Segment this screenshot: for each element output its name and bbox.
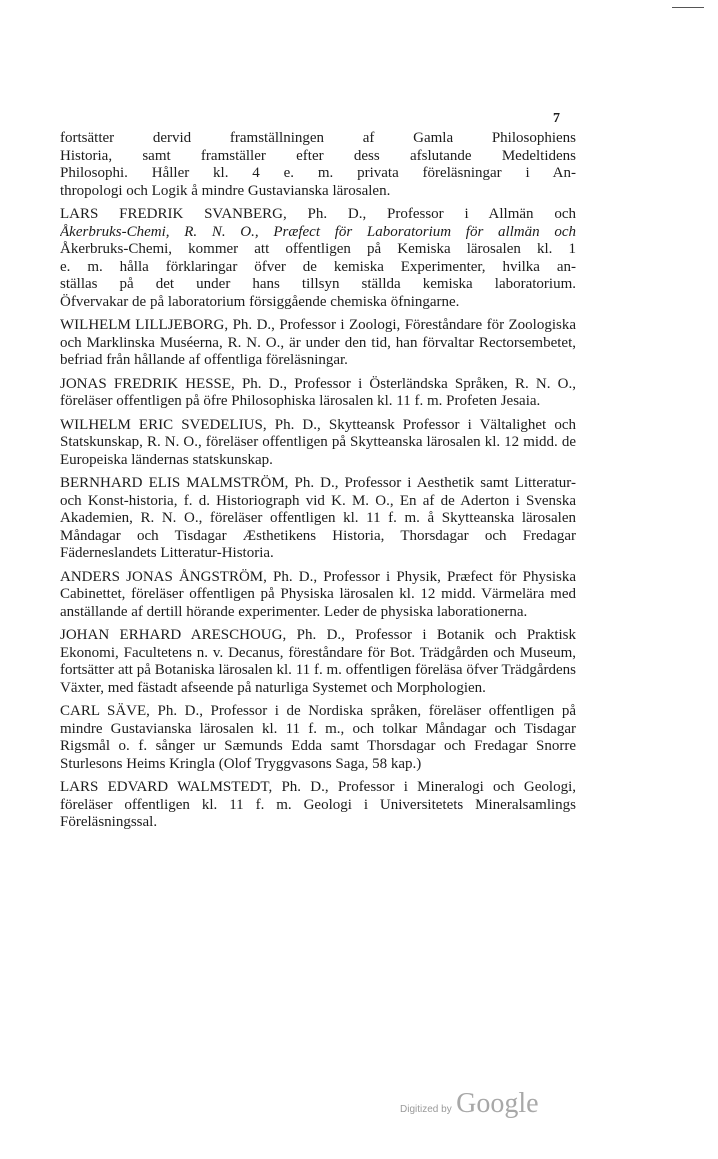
text-line: ställas på det under hans tillsyn ställda kemiska laboratorium. [60,276,576,292]
text-line: thropologi och Logik å mindre Gustavianska lärosalen. [60,182,391,199]
paragraph-continuation [60,130,576,200]
entry-svanberg [60,206,576,311]
page-edge-line [672,7,704,8]
text-line: Historia, samt framställer efter dess afslutande Medeltidens [60,147,576,164]
document-body [60,130,576,838]
text-line: fortsätter dervid framställningen af Gamla Philosophiens [60,130,576,146]
text-line: Philosophi. Håller kl. 4 e. m. privata föreläsningar i An- [60,165,576,181]
watermark-brand: Google [456,1088,539,1119]
entry-text: offentliga föreläsningar. [204,352,348,368]
digitized-watermark [400,1088,539,1120]
entry-save [60,703,576,773]
entry-text: CARL SÄVE, Ph. D., Professor i de Nordiska språken, föreläser offentligen på mindre Gustavianska lärosalen kl. 11 f. m., och tolkar Måndagar och Tisdagar Rigsmål o. f. sånger ur Sæmunds Edda samt Thorsdagar och Fredagar Snorre Sturlesons Heims Kringla (Olof Tryggvasons Saga, 58 kap.) [60,703,576,772]
entry-areschoug [60,627,576,697]
entry-text: ANDERS JONAS ÅNGSTRÖM, Ph. D., Professor i Physik, Præfect för Physiska Cabinettet, föreläser offentligen på Physiska lärosalen kl. 12 midd. Värmelära med anställande af dertill hörande experimenter. Leder de physiska laborationerna. [60,568,576,620]
text-line: Åkerbruks-Chemi, kommer att offentligen på Kemiska lärosalen kl. 1 [60,241,576,257]
text-line: Åkerbruks-Chemi, R. N. O., Præfect för Laboratorium för allmän och [60,223,576,240]
entry-text: JONAS FREDRIK HESSE, Ph. D., Professor i Österländska Språken, R. N. O., föreläser offentligen på öfre Philosophiska lärosalen kl. 11 f. m. Profeten Jesaia. [60,375,576,409]
entry-malmstrom [60,475,576,563]
entry-angstrom [60,569,576,622]
entry-walmstedt [60,779,576,832]
text-line: e. m. hålla förklaringar öfver de kemiska Experimenter, hvilka an- [60,258,576,275]
entry-text: den tid, han förvaltar Rectorsembetet, befriad från hållande af [60,334,576,368]
page-number: 7 [553,111,560,126]
entry-text: WILHELM ERIC SVEDELIUS, Ph. D., Skytteansk Professor i Vältalighet och Statskunskap, R. N. O., föreläser offentligen på Skytteanska lärosalen kl. 12 midd. de Europeiska ländernas statskunskap. [60,416,576,468]
entry-text: WILHELM LILLJEBORG, Ph. D., Professor i Zoologi, Föreståndare för Zoologiska och Marklinska Muséerna, R. N. O., är under [60,317,576,351]
entry-text: JOHAN ERHARD ARESCHOUG, Ph. D., Professor i Botanik och Praktisk Ekonomi, Facultetens n. v. Decanus, föreståndare för Bot. Trädgården och Museum, fortsätter att på Botaniska lärosalen kl. 11 f. m. offentligen föreläsa öfver Trädgårdens Växter, med fästadt afseende på naturliga Systemet och Morphologien. [60,627,576,696]
text-line: LARS FREDRIK SVANBERG, Ph. D., Professor i Allmän och [60,206,576,222]
entry-text: LARS EDVARD WALMSTEDT, Ph. D., Professor i Mineralogi och Geologi, föreläser offentligen kl. 11 f. m. Geologi i Universitetets Mineralsamlings Föreläsningssal. [60,779,576,830]
entry-text: BERNHARD ELIS MALMSTRÖM, Ph. D., Professor i Aesthetik samt Litteratur- och Konst-historia, f. d. Historiograph vid K. M. O., En af de Aderton i Svenska Akademien, R. N. O., föreläser offentligen kl. 11 f. m. å Skytteanska lärosalen Måndagar och Tisdagar Æsthetikens Historia, Thorsdagar och Fredagar Fäderneslandets Litteratur-Historia. [60,475,576,561]
text-line: Öfvervakar de på laboratorium försiggående chemiska öfningarne. [60,293,460,310]
entry-hesse [60,376,576,411]
entry-svedelius [60,417,576,470]
entry-lilljeborg [60,317,576,370]
watermark-prefix: Digitized by [400,1104,452,1115]
